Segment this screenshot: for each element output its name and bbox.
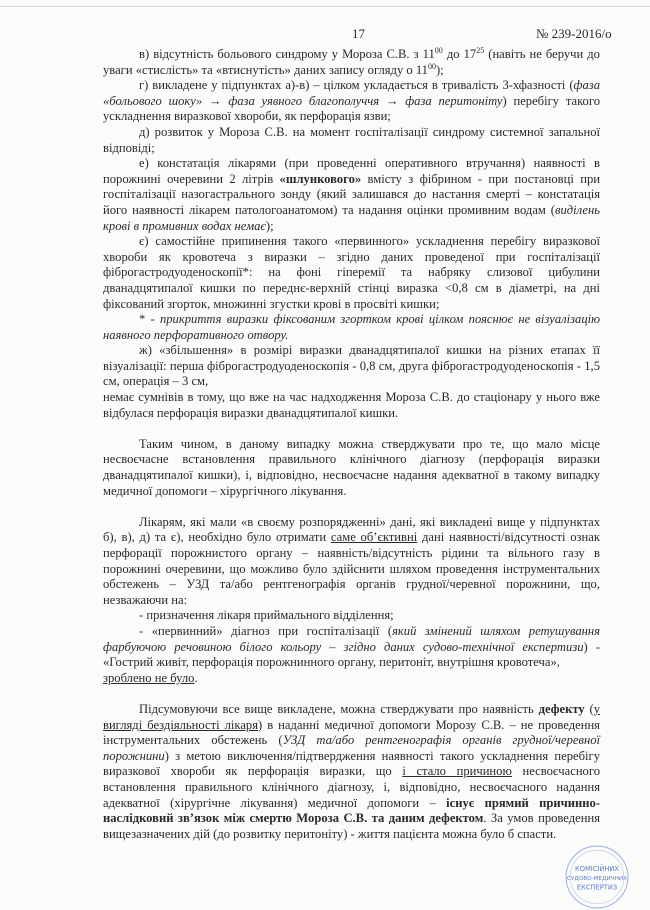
official-stamp	[564, 844, 630, 910]
text-run: );	[265, 218, 274, 233]
paragraph	[103, 343, 600, 390]
paragraph	[103, 312, 600, 343]
text-run: д) розвиток у Мороза С.В. на момент госпіталізації синдрому системної запальної відповіді;	[103, 124, 600, 155]
scan-edge	[0, 6, 650, 7]
paragraph	[103, 78, 600, 125]
italic-text: фаза «больового шоку» → фаза уявного благополуччя → фаза перитоніту	[103, 78, 600, 108]
text-run: дані наявності/відсутності ознак перфорації порожнистого органу – наявність/відсутність рідини та вільного газу в порожнині очеревини, що можливо було здійснити шляхом проведення інструментальних обстежень – УЗД та/або рентгенографія органів грудної/черевної порожнини, що, незважаючи на:	[103, 530, 600, 607]
text-run: ) - «Гострий живіт, перфорація порожнинного органу, перитоніт, внутрішня кровотеча»,	[103, 639, 600, 670]
text-run: г) викладене у підпунктах а)-в) – цілком укладається в тривалість 3-хфазності (	[139, 78, 574, 93]
paragraph	[103, 47, 600, 78]
text-run: * -	[139, 312, 160, 327]
text-run: ) перебігу такого ускладнення виразкової хвороби, як перфорація язви;	[103, 93, 600, 124]
italic-text: виділень крові в промивних водах немає	[103, 202, 600, 233]
underlined-text: зроблено не було	[103, 670, 195, 685]
document-body	[103, 45, 627, 910]
text-run: );	[435, 62, 444, 77]
text-run: - «первинний» діагноз при госпіталізації (	[139, 623, 393, 638]
text-run: до 17	[442, 47, 477, 61]
text-run: Підсумовуючи все вище викладене, можна стверджувати про наявність	[139, 701, 539, 716]
text-run: в) відсутність больового синдрому у Мороза С.В. з 11	[139, 47, 435, 61]
bold-text: «шлункового»	[279, 171, 362, 186]
paragraph	[103, 234, 600, 312]
paragraph	[103, 125, 600, 156]
bold-text: дефекту	[538, 701, 585, 716]
text-run: несвоєчасного встановлення правильного клінічного діагнозу, і, відповідно, несвоєчасного надання адекватної (хірургічне лікування) медичної допомоги –	[103, 764, 600, 810]
stamp-area	[103, 844, 630, 910]
paragraph	[103, 156, 600, 234]
stamp-text-line: КОМІСІЙНИХ	[574, 865, 620, 874]
superscript-text: 00	[427, 61, 436, 71]
underlined-text: і стало причиною	[402, 764, 512, 779]
italic-text: УЗД та/або рентгенографія органів грудної/черевної порожнини	[103, 733, 600, 763]
paragraph	[103, 437, 600, 499]
paragraph	[103, 671, 600, 687]
text-run: немає сумнівів в тому, що вже на час надходження Мороза С.В. до стаціонару у нього вже відбулася перфорація виразки дванадцятипалої кишки.	[103, 390, 600, 420]
text-run: - призначення лікаря приймального відділення;	[139, 608, 394, 623]
document-number: № 239-2016/о	[536, 26, 612, 41]
paragraph	[103, 515, 600, 609]
underlined-text: саме об’єктивні	[330, 530, 418, 545]
text-run: вмісту з фібрином - при постановці при госпіталізації назогастрального зонду (який залишався до настання смерті – констатація його наявності лікарем патологоанатомом) та надання оцінки промивним водам (	[103, 171, 600, 217]
page-number: 17	[352, 26, 365, 41]
superscript-text: 25	[476, 45, 485, 55]
paragraph	[103, 390, 600, 421]
text-run: Таким чином, в даному випадку можна стверджувати про те, що мало місце несвоєчасне встановлення правильного клінічного діагнозу (перфорація виразки дванадцятипалої кишки), і, відповідно, несвоєчасне надання адекватної в такому випадку медичної допомоги – хірургічного лікування.	[103, 436, 600, 498]
text-run: (навіть не беручи до уваги «стислість» та «втиснутість» даних запису огляду о 11	[103, 47, 600, 77]
text-run: е) констатація лікарями (при проведенні оперативного втручання) наявності в порожнині очеревини 2 літрів	[103, 156, 600, 186]
text-run: . За умов проведення вищезазначених дій (до розвитку перитоніту) - життя пацієнта можна було б спасти.	[103, 811, 600, 841]
paragraph	[103, 608, 600, 624]
italic-text: який змінений шляхом ретушування фарбуючою речовиною білого кольору – згідно даних судово-технічної експертизи	[103, 623, 600, 654]
text-run: ) в наданні медичної допомоги Морозу С.В. – не проведення інструментальних обстежень (	[103, 717, 600, 748]
italic-text: прикриття виразки фіксованим згортком крові цілком пояснює не візуалізацію наявного перфоративного отвору.	[103, 312, 600, 342]
text-run: ж) «збільшення» в розмірі виразки дванадцятипалої кишки на різних етапах її візуалізації: перша фіброгастродуоденоскопія - 0,8 см, друга фіброгастродуоденоскопія - 1,5 см, операція – 3 см,	[103, 343, 600, 389]
underlined-text: у вигляді бездіяльності лікаря	[103, 701, 601, 732]
superscript-text: 00	[434, 45, 443, 55]
text-run: Лікарям, які мали «в своєму розпорядженні» дані, які викладені вище у підпунктах б), в), д) та є), необхідно було отримати	[103, 514, 600, 545]
text-run: ) з метою виключення/підтвердження наявності такого ускладнення перебігу виразкової хвороби як перфорація виразки, що	[103, 748, 600, 779]
paragraph	[103, 702, 600, 842]
stamp-text-line: ЕКСПЕРТИЗ	[576, 883, 618, 892]
text-run: .	[194, 670, 198, 685]
stamp-text-line: СУДОВО-МЕДИЧНИХ	[567, 876, 627, 883]
text-run: (	[584, 701, 594, 716]
bold-text: існує прямий причинно-наслідковий зв’язок між смертю Мороза С.В. та даним дефектом	[103, 795, 600, 826]
paragraph	[103, 624, 600, 671]
text-run: є) самостійне припинення такого «первинного» ускладнення перебігу виразкової хвороби як кровотеча з виразки – згідно даних проведеної при госпіталізації фіброгастродуоденоскопії*: на фоні гіперемії та набряку слизової цибулини дванадцятипалої кишки по переднє-верхній стінці виразка <0,8 см в діаметрі, на дні фіксований згорток, множинні згустки крові в просвіті кишки;	[103, 234, 600, 311]
paragraphs	[103, 47, 600, 842]
